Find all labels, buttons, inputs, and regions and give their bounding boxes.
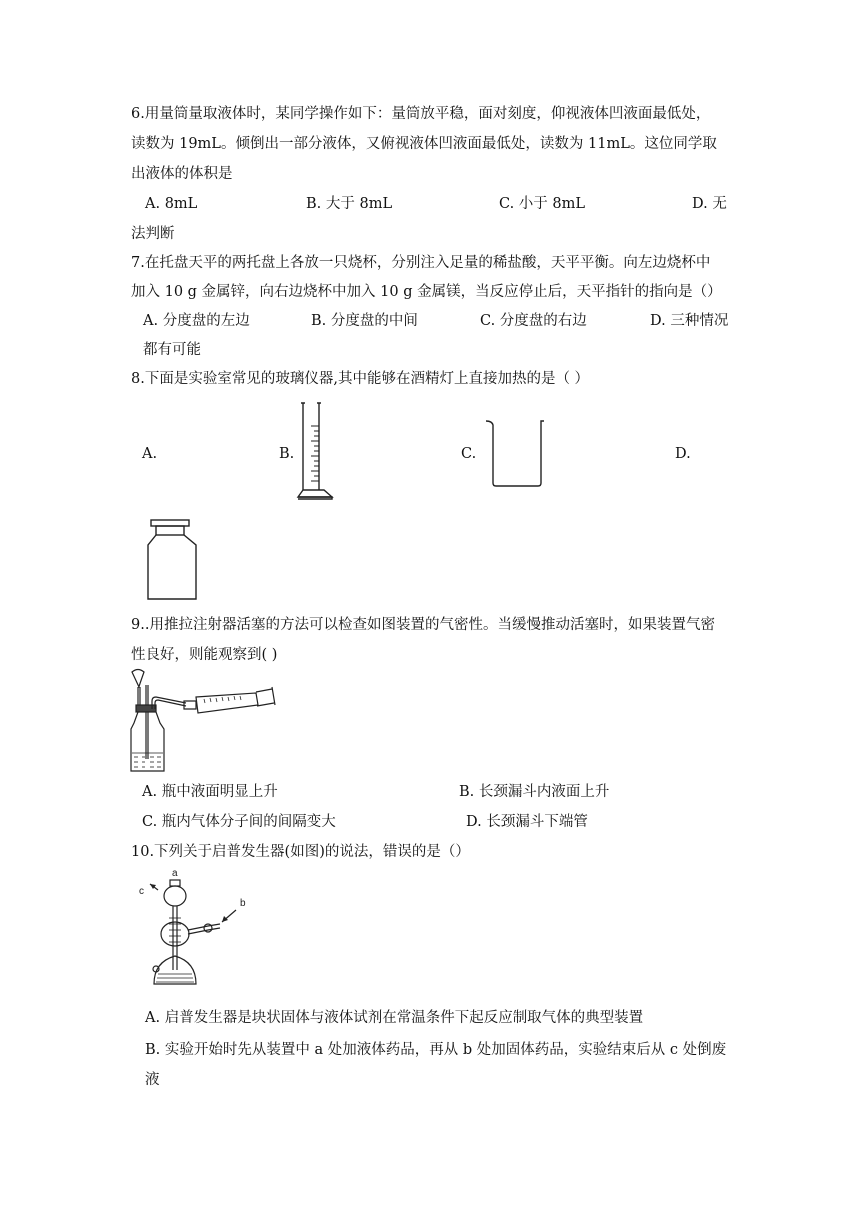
graduated-cylinder-icon xyxy=(296,400,336,502)
q7-stem-line-1: 7.在托盘天平的两托盘上各放一只烧杯，分别注入足量的稀盐酸，天平平衡。向左边烧杯中 xyxy=(131,255,711,271)
q7-option-a[interactable]: A. 分度盘的左边 xyxy=(143,313,250,329)
q10-option-a[interactable]: A. 启普发生器是块状固体与液体试剂在常温条件下起反应制取气体的典型装置 xyxy=(145,1010,644,1026)
q8-option-b[interactable]: B. xyxy=(279,446,295,462)
q9-option-c[interactable]: C. 瓶内气体分子间的间隔变大 xyxy=(142,814,336,830)
q7-option-b[interactable]: B. 分度盘的中间 xyxy=(311,313,418,329)
q9-stem-line-2: 性良好，则能观察到( ) xyxy=(131,647,278,663)
q9-stem-line-1: 9..用推拉注射器活塞的方法可以检查如图装置的气密性。当缓慢推动活塞时，如果装置气密 xyxy=(131,617,715,633)
label-a: a xyxy=(172,868,178,879)
q8-option-c[interactable]: C. xyxy=(461,446,477,462)
q6-stem-line-1: 6.用量筒量取液体时，某同学操作如下：量筒放平稳，面对刻度，仰视液体凹液面最低处， xyxy=(131,106,711,122)
airtightness-apparatus-figure xyxy=(128,667,276,775)
kipp-generator-figure xyxy=(136,866,256,986)
beaker-icon xyxy=(484,419,546,489)
q10-option-b-line-2: 液 xyxy=(145,1072,160,1088)
label-c: c xyxy=(139,886,144,897)
q6-option-d[interactable]: D. 无 xyxy=(692,196,727,212)
q6-option-a[interactable]: A. 8mL xyxy=(145,196,198,212)
reagent-bottle-icon xyxy=(145,518,201,602)
q8-option-d[interactable]: D. xyxy=(675,446,691,462)
q7-option-c[interactable]: C. 分度盘的右边 xyxy=(480,313,587,329)
q6-stem-line-2: 读数为 19mL。倾倒出一部分液体，又俯视液体凹液面最低处，读数为 11mL。这位同学取 xyxy=(131,136,717,152)
q6-stem-line-3: 出液体的体积是 xyxy=(131,166,233,182)
q8-stem: 8.下面是实验室常见的玻璃仪器,其中能够在酒精灯上直接加热的是（ ） xyxy=(131,371,590,387)
label-b: b xyxy=(240,898,246,909)
q7-stem-line-2: 加入 10 g 金属锌，向右边烧杯中加入 10 g 金属镁，当反应停止后，天平指针的指向是（） xyxy=(131,284,722,300)
q6-option-b[interactable]: B. 大于 8mL xyxy=(306,196,393,212)
q10-option-b-line-1[interactable]: B. 实验开始时先从装置中 a 处加液体药品，再从 b 处加固体药品，实验结束后从 c 处倒废 xyxy=(145,1042,727,1058)
q10-stem: 10.下列关于启普发生器(如图)的说法，错误的是（） xyxy=(131,844,470,860)
q9-option-b[interactable]: B. 长颈漏斗内液面上升 xyxy=(459,784,610,800)
q7-option-d-continued: 都有可能 xyxy=(143,342,201,358)
q9-option-d[interactable]: D. 长颈漏斗下端管 xyxy=(466,814,588,830)
q9-option-a[interactable]: A. 瓶中液面明显上升 xyxy=(142,784,278,800)
q6-option-c[interactable]: C. 小于 8mL xyxy=(499,196,586,212)
q8-option-a[interactable]: A. xyxy=(142,446,158,462)
q7-option-d[interactable]: D. 三种情况 xyxy=(650,313,729,329)
q6-option-d-continued: 法判断 xyxy=(131,226,175,242)
